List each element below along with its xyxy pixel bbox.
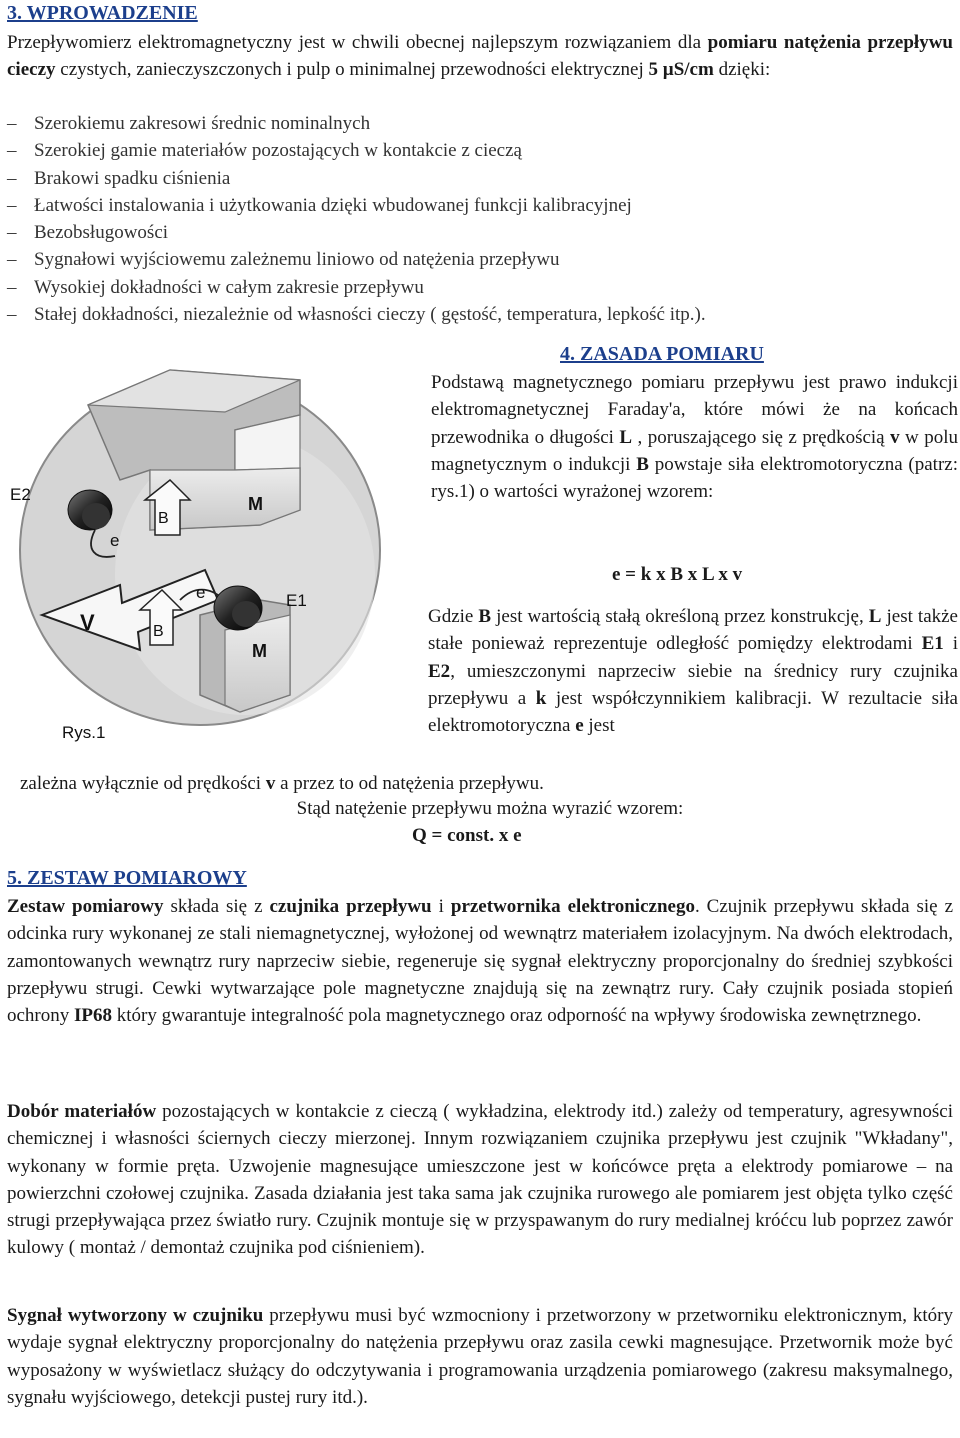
- figure-rys1: [0, 360, 425, 760]
- section-3-intro: Przepływomierz elektromagnetyczny jest w chwili obecnej najlepszym rozwiązaniem dla pomiaru natężenia przepływu cieczy czystych, zanieczyszczonych i pulp o minimalnej przewodności elektrycznej 5 µS/cm dzięki:: [7, 32, 953, 81]
- section-4-paragraph-3: zależna wyłącznie od prędkości v a przez to od natężenia przepływu.: [20, 773, 544, 794]
- section-5-paragraph-2: Dobór materiałów pozostających w kontakcie z cieczą ( wykładzina, elektrody itd.) zależy od temperatury, agresywności chemicznej i własności ściernych cieczy mierzonej. Innym rozwiązaniem czujnika przepływu jest czujnik "Wkładany", wykonany w formie pręta. Uzwojenie magnesujące umieszczone jest w końcówce pręta a elektrody pomiarowe – na powierzchni czołowej czujnika. Zasada działania jest taka sama jak czujnika rurowego ale pomiarem jest objęta tylko część strugi przepływająca przez światło rury. Czujnik montuje się w przyspawanym do rury medialnej króćcu lub poprzez zawór kulowy ( montaż / demontaż czujnika pod ciśnieniem).: [7, 1101, 953, 1259]
- list-item: – Szerokiej gamie materiałów pozostających w kontakcie z cieczą: [7, 140, 522, 162]
- list-item: – Brakowi spadku ciśnienia: [7, 167, 231, 189]
- label-e-right: e: [196, 583, 206, 602]
- figure-caption: Rys.1: [62, 723, 106, 742]
- list-item: – Łatwości instalowania i użytkowania dzięki wbudowanej funkcji kalibracyjnej: [7, 194, 632, 216]
- section-3-heading: 3. WPROWADZENIE: [7, 2, 198, 24]
- list-item: – Sygnałowi wyjściowemu zależnemu liniowo od natężenia przepływu: [7, 249, 560, 271]
- label-b-upper: B: [158, 510, 169, 527]
- electrode-e2: [68, 490, 112, 530]
- list-item: – Wysokiej dokładności w całym zakresie przepływu: [7, 276, 424, 298]
- list-item: – Bezobsługowości: [7, 222, 169, 244]
- list-item: – Szerokiemu zakresowi średnic nominalnych: [7, 113, 371, 134]
- label-m-lower: M: [252, 641, 267, 661]
- section-4-paragraph-4: Stąd natężenie przepływu można wyrazić wzorem:: [296, 798, 684, 819]
- section-5-paragraph-1: Zestaw pomiarowy składa się z czujnika przepływu i przetwornika elektronicznego. Czujnik przepływu składa się z odcinka rury wykonanej ze stali niemagnetycznej, wyłożonej od wewnątrz materiałem izolacyjnym. Na dwóch elektrodach, zamontowanych wewnątrz rury naprzeciw siebie, regeneruje się sygnał elektryczny proporcjonalny do średniej szybkości przepływu strugi. Cewki wytwarzające pole magnetyczne znajdują się na zewnątrz rury. Cały czujnik posiada stopień ochrony IP68 który gwarantuje integralność pola magnetycznego oraz odporność na wpływy środowiska zewnętrznego.: [7, 896, 953, 1027]
- section-4-paragraph-2: Gdzie B jest wartością stałą określoną przez konstrukcję, L jest także stałe ponieważ reprezentuje odległość pomiędzy elektrodami E1 i E2, umieszczonymi naprzeciw siebie na średnicy rury czujnika przepływu a k jest współczynnikiem kalibracji. W rezultacie siła elektromotoryczna e jest: [428, 606, 958, 737]
- label-e2: E2: [10, 485, 31, 504]
- section-4-heading: 4. ZASADA POMIARU: [560, 343, 764, 365]
- section-4-paragraph-1: Podstawą magnetycznego pomiaru przepływu jest prawo indukcji elektromagnetycznej Faraday'a, które mówi że na końcach przewodnika o długości L , poruszającego się z prędkością v w polu magnetycznym o indukcji B powstaje siła elektromotoryczna (patrz: rys.1) o wartości wyrażonej wzorem:: [431, 372, 959, 503]
- section-5-paragraph-3: Sygnał wytworzony w czujniku przepływu musi być wzmocniony i przetworzony w przetworniku elektronicznym, który wydaje sygnał elektryczny proporcjonalny do natężenia przepływu oraz zasila cewki magnesujące. Przetwornik może być wyposażony w wyświetlacz służący do odczytywania i programowania urządzenia pomiarowego (zakresu maksymalnego, sygnału wyjściowego, detekcji pustej rury itd.).: [7, 1305, 953, 1408]
- label-e-left: e: [110, 531, 120, 550]
- formula-emf: e = k x B x L x v: [612, 564, 743, 585]
- formula-flow: Q = const. x e: [412, 825, 522, 846]
- section-5-heading: 5. ZESTAW POMIAROWY: [7, 867, 247, 889]
- label-b-lower: B: [153, 623, 164, 640]
- label-e1: E1: [286, 591, 307, 610]
- electrode-e1: [214, 586, 262, 630]
- label-v: V: [80, 610, 95, 635]
- list-item: – Stałej dokładności, niezależnie od własności cieczy ( gęstość, temperatura, lepkość itp.).: [7, 304, 706, 326]
- feature-list: [7, 110, 953, 328]
- label-m-upper: M: [248, 494, 263, 514]
